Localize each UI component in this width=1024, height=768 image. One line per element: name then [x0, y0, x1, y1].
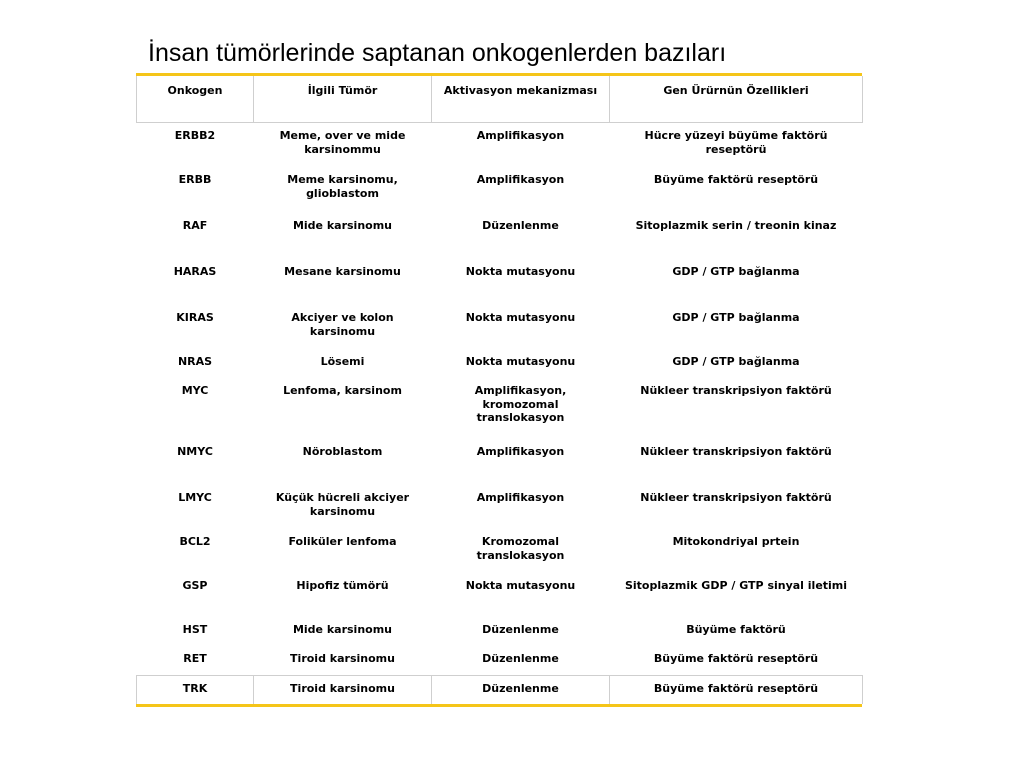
cell-tumor: Lenfoma, karsinom — [283, 384, 402, 397]
cell-aktivasyon: Nokta mutasyonu — [465, 265, 576, 278]
page-title: İnsan tümörlerinde saptanan onkogenlerden bazıları — [148, 39, 727, 67]
cell-aktivasyon: Düzenlenme — [482, 219, 559, 232]
cell-onkogen: LMYC — [178, 491, 212, 504]
cell-tumor: Meme karsinomu, glioblastom — [287, 173, 398, 200]
cell-tumor: Hipofiz tümörü — [296, 579, 389, 592]
cell-ozellik: Sitoplazmik GDP / GTP sinyal iletimi — [624, 579, 848, 592]
cell-onkogen: MYC — [181, 384, 209, 397]
cell-aktivasyon: Amplifikasyon — [476, 491, 565, 504]
cell-tumor: Küçük hücreli akciyer karsinomu — [275, 491, 410, 518]
cell-aktivasyon: Nokta mutasyonu — [465, 355, 576, 368]
table-row — [137, 305, 863, 349]
cell-onkogen: KIRAS — [176, 311, 214, 324]
cell-ozellik: GDP / GTP bağlanma — [672, 355, 800, 368]
cell-tumor: Meme, over ve mide karsinommu — [279, 129, 406, 156]
cell-tumor: Tiroid karsinomu — [290, 652, 395, 665]
cell-ozellik: Mitokondriyal prtein — [672, 535, 800, 548]
cell-ozellik: Nükleer transkripsiyon faktörü — [640, 445, 832, 458]
table-row — [137, 378, 863, 439]
cell-aktivasyon: Düzenlenme — [432, 676, 610, 705]
table-row — [137, 123, 863, 168]
cell-ozellik: GDP / GTP bağlanma — [672, 265, 800, 278]
cell-onkogen: ERBB2 — [174, 129, 216, 142]
cell-onkogen: TRK — [137, 676, 254, 705]
cell-tumor: Akciyer ve kolon karsinomu — [291, 311, 394, 338]
table-row — [137, 485, 863, 529]
cell-ozellik: Hücre yüzeyi büyüme faktörü reseptörü — [644, 129, 828, 156]
table-header — [137, 76, 863, 123]
cell-onkogen: HST — [182, 623, 208, 636]
header-row — [137, 76, 863, 123]
table-body — [137, 123, 863, 705]
cell-ozellik: Nükleer transkripsiyon faktörü — [640, 491, 832, 504]
cell-aktivasyon: Amplifikasyon — [476, 445, 565, 458]
cell-ozellik: Büyüme faktörü reseptörü — [653, 173, 819, 186]
table-row — [137, 573, 863, 617]
cell-aktivasyon: Amplifikasyon — [476, 129, 565, 142]
column-header-ilgili-tumor: İlgili Tümör — [254, 76, 432, 123]
table-row — [137, 529, 863, 573]
table-row — [137, 259, 863, 305]
table-row — [137, 439, 863, 485]
cell-aktivasyon: Düzenlenme — [482, 652, 559, 665]
oncogene-table-container — [136, 73, 862, 707]
table-row — [137, 646, 863, 676]
cell-aktivasyon: Amplifikasyon — [476, 173, 565, 186]
cell-tumor: Nöroblastom — [302, 445, 383, 458]
cell-onkogen: RAF — [182, 219, 208, 232]
cell-aktivasyon: Nokta mutasyonu — [465, 579, 576, 592]
cell-ozellik: GDP / GTP bağlanma — [672, 311, 800, 324]
column-header-gen-urunu: Gen Ürürnün Özellikleri — [610, 76, 863, 123]
cell-tumor: Mesane karsinomu — [284, 265, 401, 278]
cell-tumor: Mide karsinomu — [292, 219, 393, 232]
cell-tumor: Lösemi — [320, 355, 365, 368]
column-header-aktivasyon: Aktivasyon mekanizması — [432, 76, 610, 123]
cell-tumor: Mide karsinomu — [292, 623, 393, 636]
cell-onkogen: GSP — [182, 579, 208, 592]
cell-ozellik: Büyüme faktörü reseptörü — [653, 652, 819, 665]
bottom-rule — [136, 704, 862, 707]
column-header-onkogen: Onkogen — [137, 76, 254, 123]
cell-onkogen: ERBB — [178, 173, 212, 186]
table-row — [137, 213, 863, 259]
table-row — [137, 167, 863, 213]
cell-ozellik: Büyüme faktörü — [686, 623, 786, 636]
cell-aktivasyon: Nokta mutasyonu — [465, 311, 576, 324]
cell-onkogen: HARAS — [173, 265, 217, 278]
cell-tumor: Foliküler lenfoma — [288, 535, 397, 548]
table-row — [137, 676, 863, 705]
cell-tumor: Tiroid karsinomu — [254, 676, 432, 705]
cell-onkogen: RET — [183, 652, 207, 665]
cell-onkogen: NMYC — [177, 445, 213, 458]
cell-ozellik: Nükleer transkripsiyon faktörü — [640, 384, 832, 397]
cell-ozellik: Büyüme faktörü reseptörü — [610, 676, 863, 705]
oncogene-table — [136, 76, 863, 704]
cell-onkogen: NRAS — [177, 355, 213, 368]
cell-aktivasyon: Düzenlenme — [482, 623, 559, 636]
table-row — [137, 349, 863, 378]
cell-ozellik: Sitoplazmik serin / treonin kinaz — [635, 219, 837, 232]
cell-aktivasyon: Kromozomal translokasyon — [476, 535, 565, 562]
cell-aktivasyon: Amplifikasyon, kromozomal translokasyon — [474, 384, 567, 424]
table-row — [137, 617, 863, 646]
cell-onkogen: BCL2 — [179, 535, 211, 548]
